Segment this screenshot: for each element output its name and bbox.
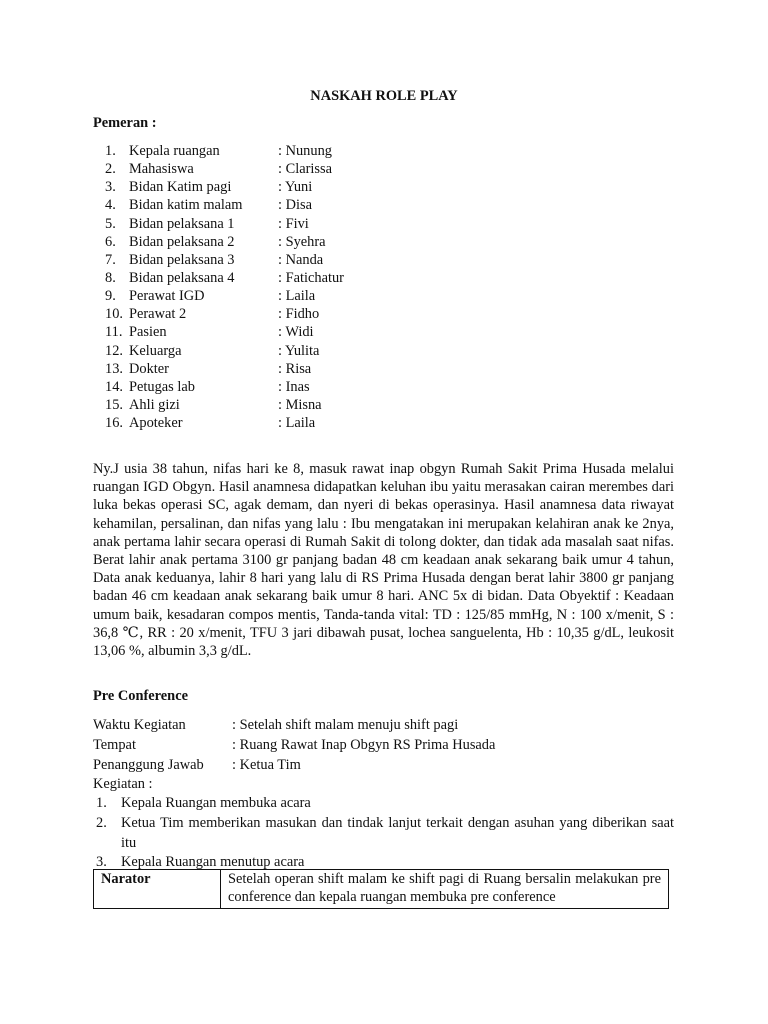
activity-number: 2. [96, 814, 107, 831]
cast-actor: : Syehra [278, 233, 326, 250]
cast-actor: : Risa [278, 360, 312, 377]
cast-item [105, 342, 344, 360]
cast-role: Kepala ruangan [129, 143, 220, 159]
activity-text: Kepala Ruangan menutup acara [121, 854, 305, 871]
cast-item [105, 360, 344, 378]
pre-conference-info [93, 716, 495, 795]
speaker-cell: Narator [94, 870, 221, 909]
cast-number: 4. [105, 197, 116, 214]
activity-number: 3. [96, 854, 107, 871]
cast-actor: : Inas [278, 378, 310, 395]
cast-role: Perawat 2 [129, 306, 187, 323]
info-row-responsible [93, 756, 495, 776]
cast-item [105, 251, 344, 269]
cast-actor: : Misna [278, 396, 322, 413]
script-row [94, 870, 669, 909]
cast-role: Bidan pelaksana 2 [129, 233, 235, 250]
cast-number: 15. [105, 396, 123, 413]
activity-text: Ketua Tim memberikan masukan dan tindak lanjut terkait dengan asuhan yang diberikan saat itu [121, 814, 674, 851]
cast-actor: : Laila [278, 415, 316, 432]
info-value: : Setelah shift malam menuju shift pagi [232, 717, 459, 733]
activity-item [96, 814, 674, 854]
cast-number: 9. [105, 288, 116, 305]
cast-actor: : Widi [278, 324, 314, 341]
cast-item [105, 305, 344, 323]
cast-actor: : Nanda [278, 251, 324, 268]
cast-number: 6. [105, 233, 116, 250]
cast-item [105, 269, 344, 287]
activity-text: Kepala Ruangan membuka acara [121, 795, 311, 811]
cast-item [105, 160, 344, 178]
pre-conference-heading: Pre Conference [93, 688, 188, 704]
cast-role: Apoteker [129, 415, 183, 432]
cast-item [105, 396, 344, 414]
cast-role: Bidan pelaksana 4 [129, 269, 235, 286]
cast-role: Keluarga [129, 342, 182, 359]
info-label: Penanggung Jawab [93, 756, 204, 773]
activities-list [96, 794, 674, 873]
cast-item [105, 378, 344, 396]
cast-actor: : Clarissa [278, 161, 332, 178]
cast-role: Bidan pelaksana 1 [129, 215, 235, 232]
cast-role: Pasien [129, 324, 167, 341]
cast-role: Bidan katim malam [129, 197, 243, 214]
cast-actor: : Laila [278, 288, 316, 305]
cast-heading: Pemeran : [93, 115, 157, 131]
info-row-time [93, 716, 495, 736]
cast-number: 12. [105, 342, 123, 359]
info-label: Waktu Kegiatan [93, 717, 186, 733]
cast-list [105, 142, 344, 432]
cast-item [105, 178, 344, 196]
cast-actor: : Yuni [278, 179, 313, 196]
cast-role: Dokter [129, 360, 169, 377]
info-row-place [93, 736, 495, 756]
cast-actor: : Nunung [278, 143, 332, 159]
cast-role: Perawat IGD [129, 288, 205, 305]
cast-role: Bidan pelaksana 3 [129, 251, 235, 268]
cast-actor: : Yulita [278, 342, 320, 359]
info-label: Tempat [93, 736, 136, 753]
info-value: : Ketua Tim [232, 756, 301, 773]
cast-number: 5. [105, 215, 116, 232]
cast-number: 14. [105, 378, 123, 395]
script-table [93, 869, 669, 909]
cast-number: 10. [105, 306, 123, 323]
cast-item [105, 215, 344, 233]
activity-item [96, 794, 674, 814]
dialogue-cell: Setelah operan shift malam ke shift pagi di Ruang bersalin melakukan pre conference dan kepala ruangan membuka pre conference [221, 870, 669, 909]
info-value: : Ruang Rawat Inap Obgyn RS Prima Husada [232, 736, 496, 753]
activity-number: 1. [96, 795, 107, 811]
activities-label: Kegiatan : [93, 776, 153, 793]
case-description: Ny.J usia 38 tahun, nifas hari ke 8, masuk rawat inap obgyn Rumah Sakit Prima Husada melalui ruangan IGD Obgyn. Hasil anamnesa didapatkan keluhan ibu yaitu merasakan cairan merembes dari luka bekas operasi SC, agak demam, dan nyeri di bekas operasinya. Hasil anamnesa data riwayat kehamilan, persalinan, dan nifas yang lalu : Ibu mengatakan ini merupakan kelahiran anak ke 2nya, anak pertama lahir secara operasi di Rumah Sakit di tolong dokter, dan tidak ada masalah saat nifas. Berat lahir anak pertama 3100 gr panjang badan 48 cm keadaan anak sekarang baik umur 4 tahun, Data anak keduanya, lahir 8 hari yang lalu di RS Prima Husada dengan berat lahir 3800 gr panjang badan 46 cm keadaan anak sekarang baik umur 8 hari. ANC 5x di bidan. Data Obyektif : Keadaan umum baik, kesadaran compos mentis, Tanda-tanda vital: TD : 125/85 mmHg, N : 100 x/menit, S : 36,8 ℃, RR : 20 x/menit, TFU 3 jari dibawah pusat, lochea sanguelenta, Hb : 10,35 g/dL, leukosit 13,06 %, albumin 3,3 g/dL. [93, 461, 674, 660]
cast-item [105, 287, 344, 305]
cast-item [105, 414, 344, 432]
cast-number: 11. [105, 324, 123, 341]
cast-number: 1. [105, 143, 116, 159]
cast-item [105, 233, 344, 251]
cast-item [105, 142, 344, 160]
cast-role: Petugas lab [129, 378, 195, 395]
cast-number: 3. [105, 179, 116, 196]
cast-item [105, 196, 344, 214]
cast-number: 8. [105, 269, 116, 286]
cast-actor: : Fatichatur [278, 269, 344, 286]
cast-number: 7. [105, 251, 116, 268]
page-title: NASKAH ROLE PLAY [310, 88, 458, 104]
cast-actor: : Fivi [278, 215, 309, 232]
cast-role: Ahli gizi [129, 396, 180, 413]
cast-item [105, 323, 344, 341]
cast-actor: : Fidho [278, 306, 320, 323]
cast-number: 13. [105, 360, 123, 377]
cast-role: Bidan Katim pagi [129, 179, 232, 196]
cast-role: Mahasiswa [129, 161, 194, 178]
cast-actor: : Disa [278, 197, 312, 214]
cast-number: 2. [105, 161, 116, 178]
cast-number: 16. [105, 415, 123, 432]
